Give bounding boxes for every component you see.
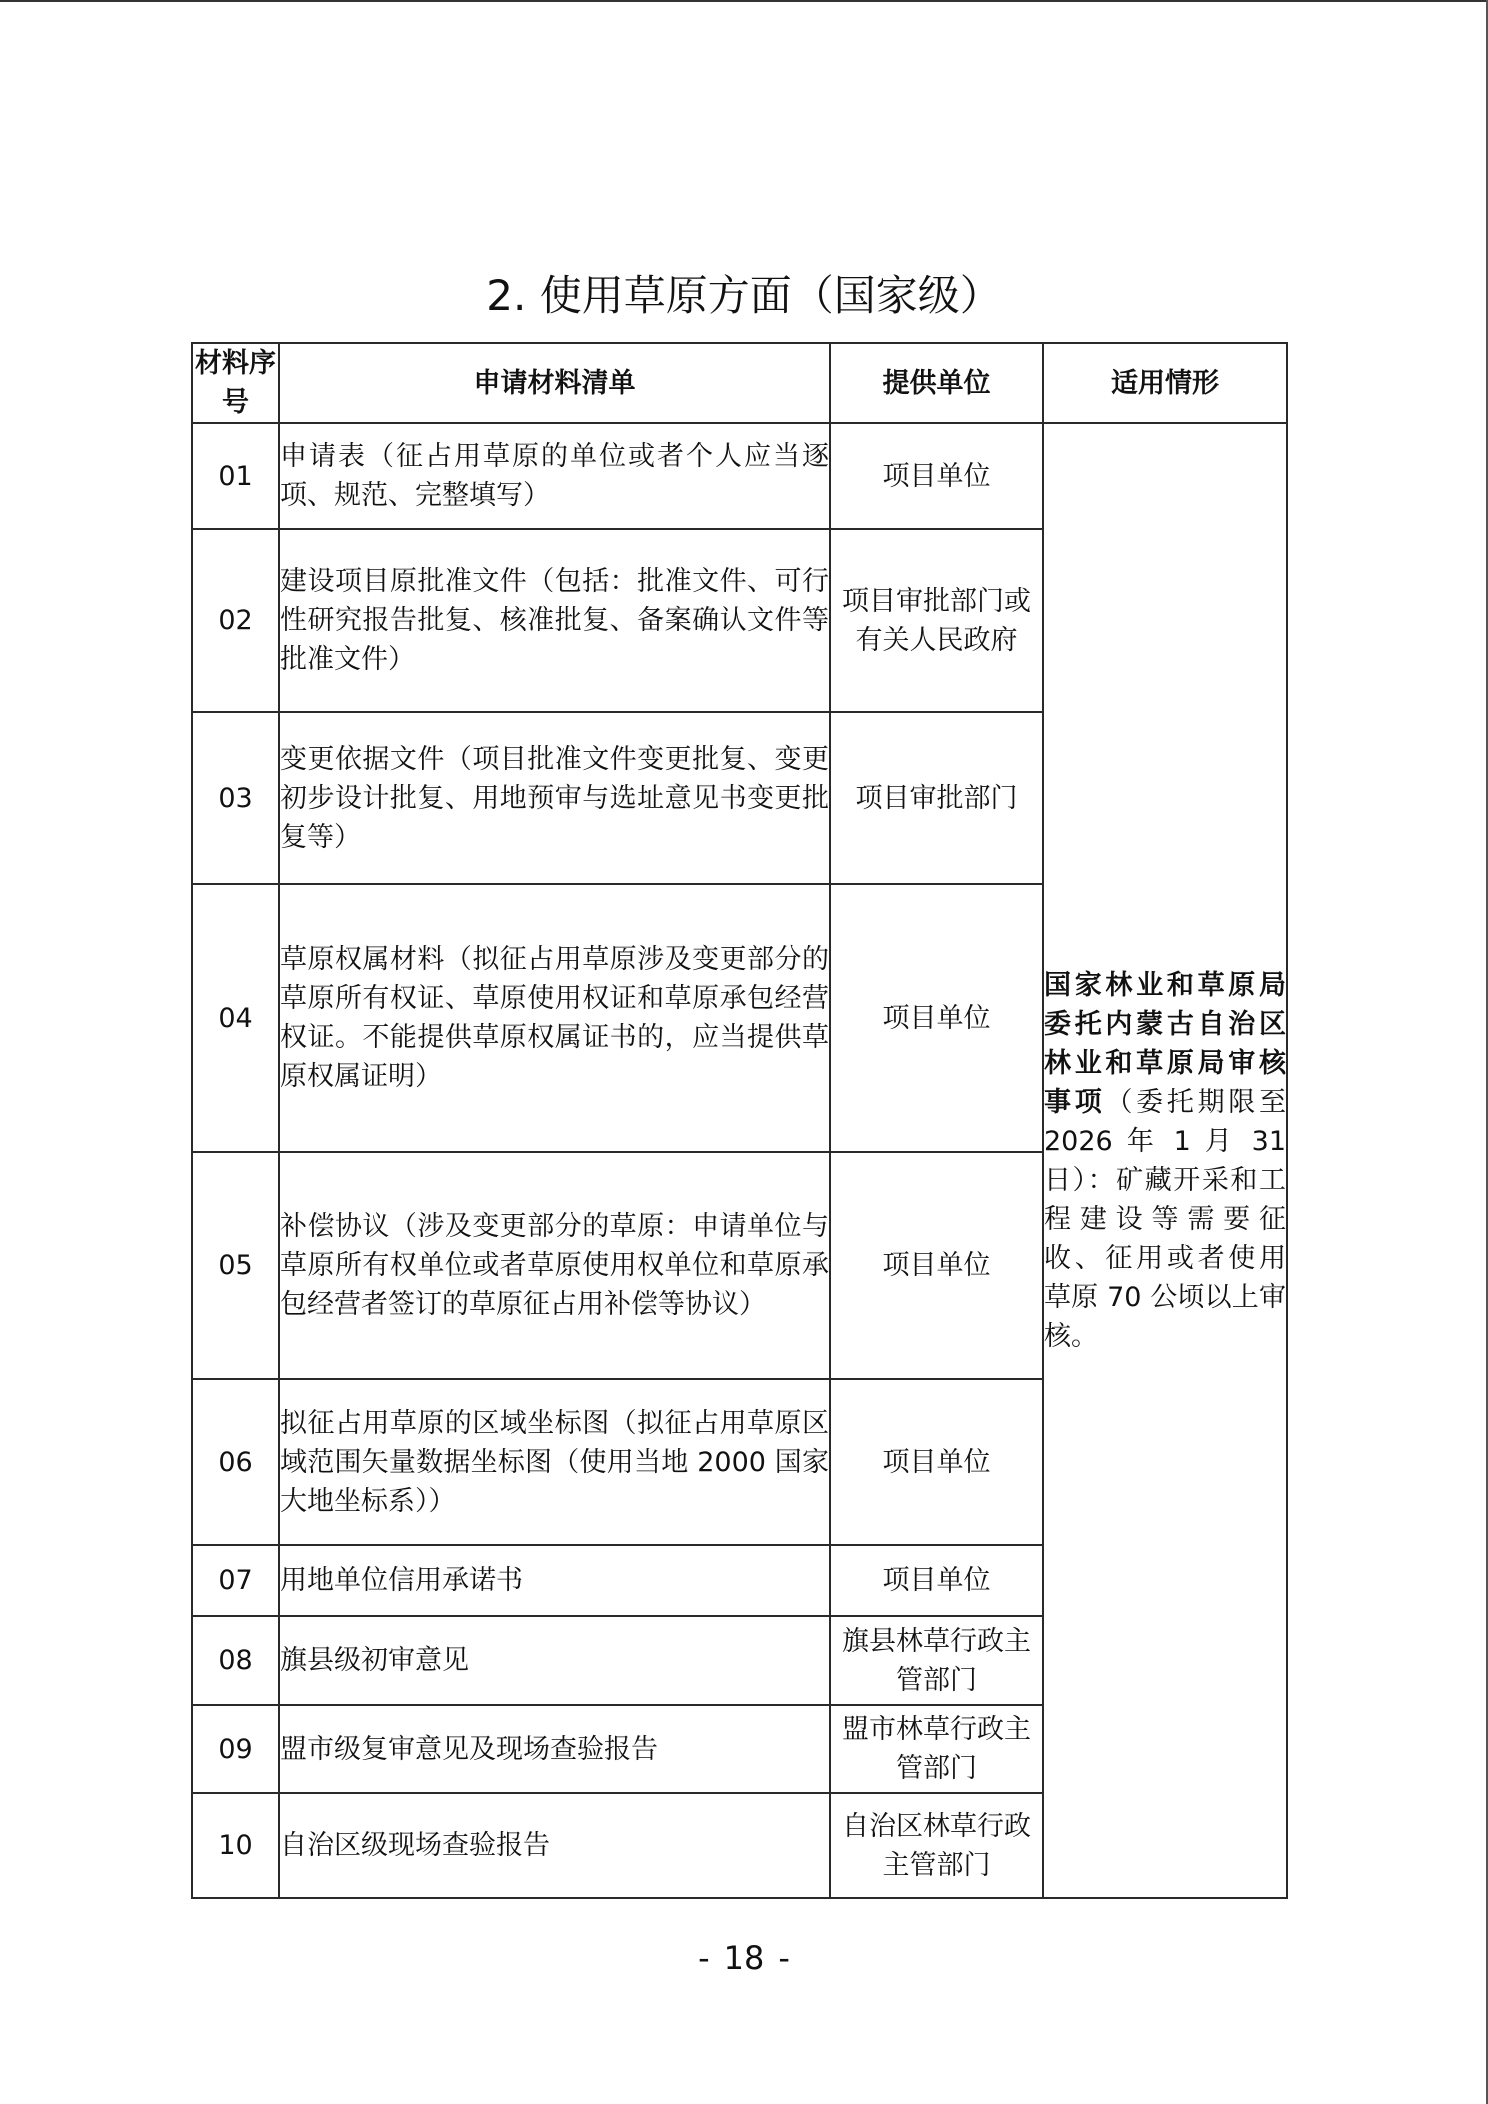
document-title: 2. 使用草原方面（国家级）: [486, 271, 1002, 320]
row-material: 建设项目原批准文件（包括：批准文件、可行性研究报告批复、核准批复、备案确认文件等批准文件）: [279, 529, 830, 712]
table-header-row: [192, 343, 1287, 423]
row-number: 09: [192, 1705, 279, 1793]
page-number: [0, 1938, 1488, 1978]
scope-normal-text: （委托期限至 2026 年 1 月 31 日）：矿藏开采和工程建设等需要征收、征用或者使用草原 70 公顷以上审核。: [1044, 1086, 1287, 1352]
row-provider: 旗县林草行政主管部门: [830, 1616, 1043, 1705]
row-provider: 项目单位: [830, 1152, 1043, 1379]
row-provider: 项目单位: [830, 884, 1043, 1152]
table-row: [192, 423, 1287, 529]
materials-table: [191, 342, 1288, 1899]
row-provider: 项目单位: [830, 1545, 1043, 1616]
row-number: 07: [192, 1545, 279, 1616]
scope-bold-text: 国家林业和草原局委托内蒙古自治区林业和草原局审核事项: [1044, 969, 1286, 1118]
row-material: 拟征占用草原的区域坐标图（拟征占用草原区域范围矢量数据坐标图（使用当地 2000 国家大地坐标系））: [279, 1379, 830, 1545]
row-number: 08: [192, 1616, 279, 1705]
applicable-scope-cell: [1043, 423, 1287, 1898]
row-material: 旗县级初审意见: [279, 1616, 830, 1705]
row-material: 草原权属材料（拟征占用草原涉及变更部分的草原所有权证、草原使用权证和草原承包经营权证。不能提供草原权属证书的，应当提供草原权属证明）: [279, 884, 830, 1152]
row-material: 盟市级复审意见及现场查验报告: [279, 1705, 830, 1793]
page-number-value: 18: [723, 1939, 765, 1977]
row-number: 03: [192, 712, 279, 884]
row-material: 申请表（征占用草原的单位或者个人应当逐项、规范、完整填写）: [279, 423, 830, 529]
row-provider: 项目审批部门或有关人民政府: [830, 529, 1043, 712]
row-number: 06: [192, 1379, 279, 1545]
row-provider: 自治区林草行政主管部门: [830, 1793, 1043, 1898]
header-provider: 提供单位: [830, 343, 1043, 423]
row-material: 自治区级现场查验报告: [279, 1793, 830, 1898]
row-material: 补偿协议（涉及变更部分的草原：申请单位与草原所有权单位或者草原使用权单位和草原承包经营者签订的草原征占用补偿等协议）: [279, 1152, 830, 1379]
header-material-number: 材料序号: [192, 343, 279, 423]
row-number: 10: [192, 1793, 279, 1898]
row-material: 变更依据文件（项目批准文件变更批复、变更初步设计批复、用地预审与选址意见书变更批复等）: [279, 712, 830, 884]
page-number-prefix: -: [698, 1939, 710, 1977]
header-material-list: 申请材料清单: [279, 343, 830, 423]
row-number: 04: [192, 884, 279, 1152]
row-material: 用地单位信用承诺书: [279, 1545, 830, 1616]
row-provider: 项目单位: [830, 423, 1043, 529]
row-provider: 项目单位: [830, 1379, 1043, 1545]
row-number: 01: [192, 423, 279, 529]
row-provider: 盟市林草行政主管部门: [830, 1705, 1043, 1793]
row-number: 02: [192, 529, 279, 712]
row-number: 05: [192, 1152, 279, 1379]
header-applicable-scope: 适用情形: [1043, 343, 1287, 423]
row-provider: 项目审批部门: [830, 712, 1043, 884]
page-number-suffix: -: [778, 1939, 790, 1977]
page-top-edge: [0, 0, 1488, 2]
